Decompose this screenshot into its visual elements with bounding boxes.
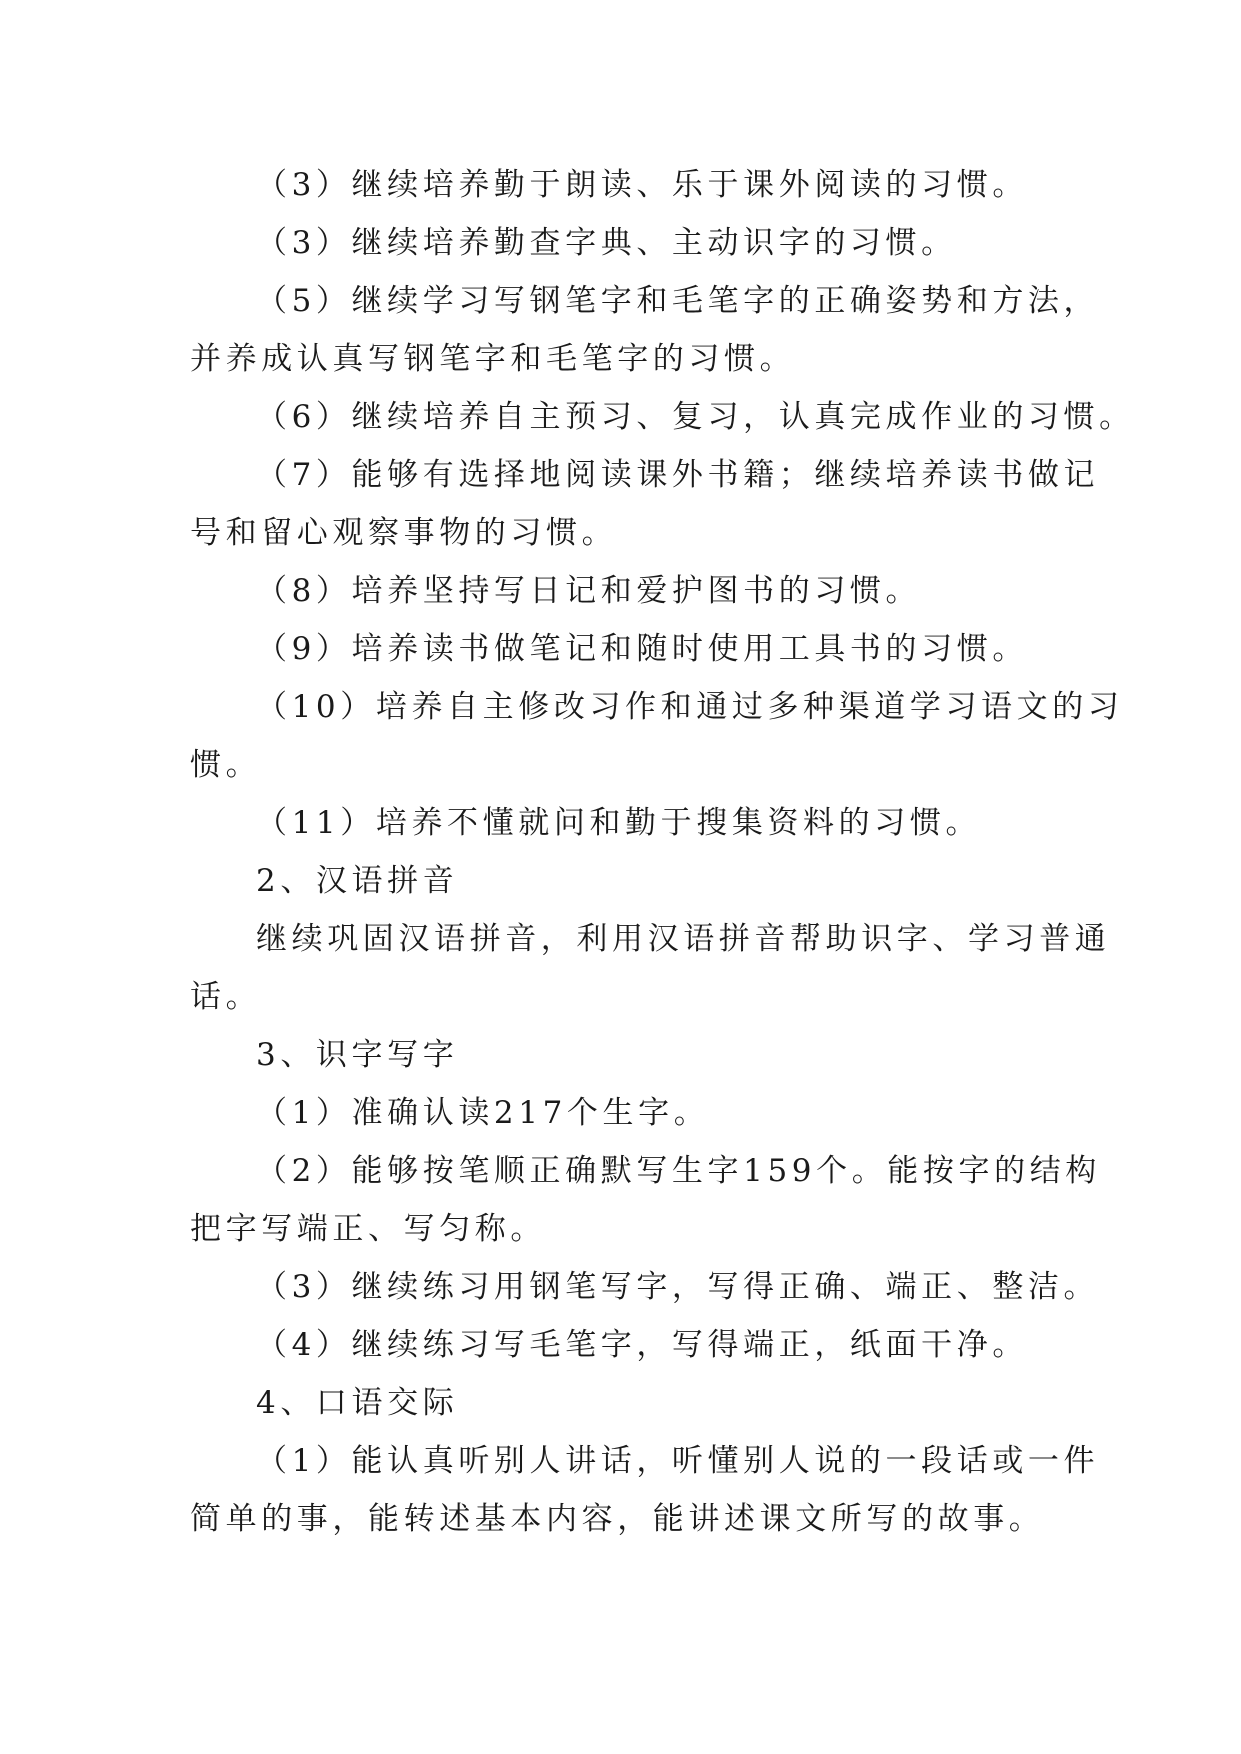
paragraph-line: 话。: [190, 979, 262, 1015]
paragraph-line: （1）能认真听别人讲话，听懂别人说的一段话或一件: [256, 1443, 1100, 1479]
paragraph-line: 惯。: [190, 747, 262, 783]
paragraph-line: （3）继续练习用钢笔写字，写得正确、端正、整洁。: [256, 1269, 1100, 1305]
paragraph-line: 并养成认真写钢笔字和毛笔字的习惯。: [190, 341, 796, 377]
paragraph-line: （7）能够有选择地阅读课外书籍；继续培养读书做记: [256, 457, 1100, 493]
paragraph-line: （8）培养坚持写日记和爱护图书的习惯。: [256, 573, 922, 609]
section-heading: 4、口语交际: [256, 1385, 459, 1421]
paragraph-line: （1）准确认读217个生字。: [256, 1095, 710, 1131]
paragraph-line: 号和留心观察事物的习惯。: [190, 515, 618, 551]
document-body: [190, 156, 1135, 1548]
paragraph-line: （10）培养自主修改习作和通过多种渠道学习语文的习: [256, 689, 1124, 725]
paragraph-line: 把字写端正、写匀称。: [190, 1211, 546, 1247]
paragraph-line: （3）继续培养勤查字典、主动识字的习惯。: [256, 225, 957, 261]
section-heading: 2、汉语拼音: [256, 863, 459, 899]
paragraph-line: （11）培养不懂就问和勤于搜集资料的习惯。: [256, 805, 982, 841]
paragraph-line: （9）培养读书做笔记和随时使用工具书的习惯。: [256, 631, 1028, 667]
paragraph-line: （3）继续培养勤于朗读、乐于课外阅读的习惯。: [256, 167, 1028, 203]
paragraph-line: （5）继续学习写钢笔字和毛笔字的正确姿势和方法，: [256, 283, 1100, 319]
paragraph-line: 简单的事，能转述基本内容，能讲述课文所写的故事。: [190, 1501, 1045, 1537]
paragraph-line: （6）继续培养自主预习、复习，认真完成作业的习惯。: [256, 399, 1135, 435]
paragraph-line: 继续巩固汉语拼音，利用汉语拼音帮助识字、学习普通: [256, 921, 1111, 957]
paragraph-line: （2）能够按笔顺正确默写生字159个。能按字的结构: [256, 1153, 1101, 1189]
paragraph-line: （4）继续练习写毛笔字，写得端正，纸面干净。: [256, 1327, 1028, 1363]
section-heading: 3、识字写字: [256, 1037, 459, 1073]
